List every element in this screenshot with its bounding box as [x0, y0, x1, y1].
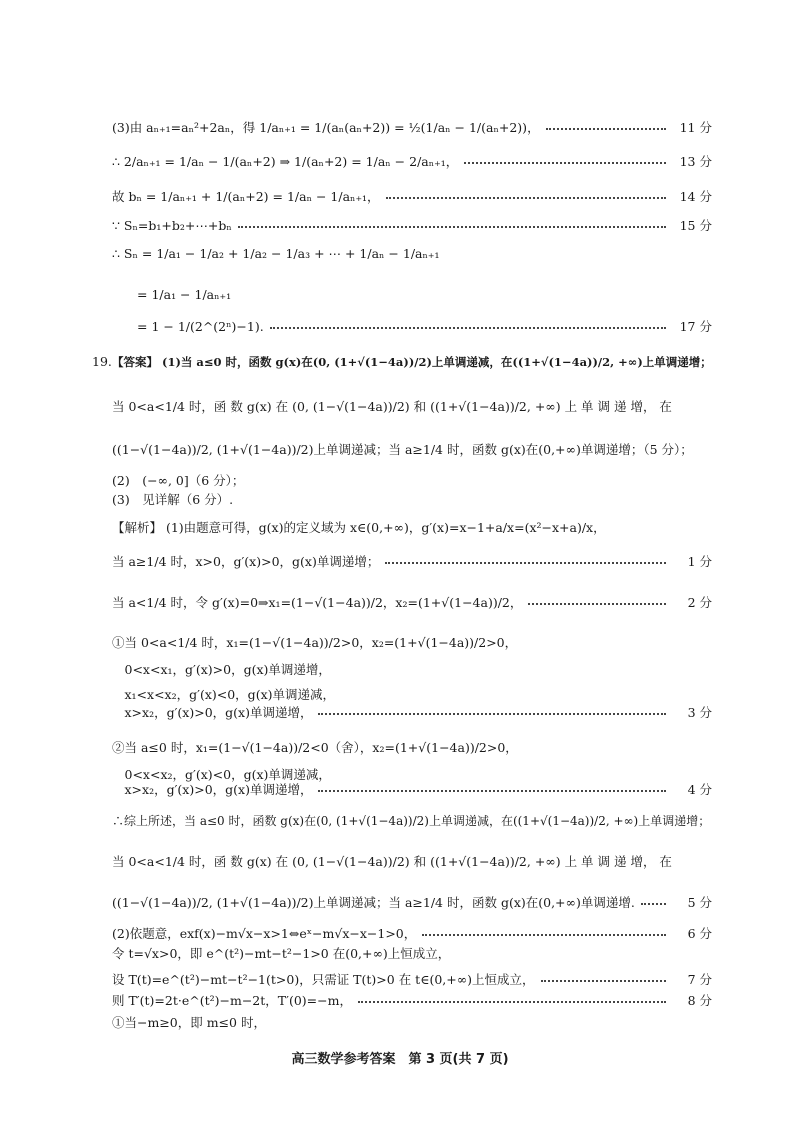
leader-dots	[422, 934, 666, 936]
line-text: ②当 a≤0 时，x₁=(1−√(1−4a))/2<0（舍），x₂=(1+√(1−4a))/2>0，	[112, 740, 518, 755]
line-text: (2) (−∞, 0]（6 分）；	[112, 473, 245, 488]
leader-dots	[318, 790, 666, 792]
answer-line	[112, 246, 712, 261]
answer-line	[112, 703, 712, 721]
line-text: 0<x<x₁，g′(x)>0，g(x)单调递增，	[112, 662, 331, 677]
line-text: 0<x<x₂，g′(x)<0，g(x)单调递减，	[112, 767, 331, 782]
leader-dots	[528, 603, 666, 605]
leader-dots	[270, 327, 666, 329]
answer-line	[112, 397, 712, 415]
answer-line	[112, 490, 712, 508]
answer-line	[112, 118, 712, 136]
answer-line	[112, 440, 712, 458]
line-text: ①当 0<a<1/4 时，x₁=(1−√(1−4a))/2>0，x₂=(1+√(1−4a))/2>0，	[112, 635, 518, 650]
line-text: (3)由 aₙ₊₁=aₙ²+2aₙ，得 1/aₙ₊₁ = 1/(aₙ(aₙ+2)) = ½(1/aₙ − 1/(aₙ+2))，	[112, 120, 540, 135]
answer-line	[112, 991, 712, 1009]
score-label: 11 分	[679, 120, 712, 135]
line-text: = 1/a₁ − 1/aₙ₊₁	[112, 287, 232, 302]
answer-line	[112, 187, 712, 205]
answer-line	[112, 970, 712, 988]
answer-line	[112, 944, 712, 962]
line-text: 则 T′(t)=2t·e^(t²)−m−2t，T′(0)=−m，	[112, 993, 352, 1008]
answer-line	[112, 285, 712, 303]
answer-line	[112, 152, 712, 170]
question-number: 19.	[92, 354, 112, 369]
line-text: ①当−m≥0，即 m≤0 时，	[112, 1015, 266, 1030]
line-text: 当 a≥1/4 时，x>0，g′(x)>0，g(x)单调递增；	[112, 554, 380, 569]
answer-line	[112, 924, 712, 942]
answer-line	[112, 354, 712, 370]
line-text: = 1 − 1/(2^(2ⁿ)−1).	[112, 319, 264, 334]
leader-dots	[385, 562, 666, 564]
answer-line	[112, 593, 712, 611]
line-text: x>x₂，g′(x)>0，g(x)单调递增，	[112, 705, 313, 720]
line-text: (3) 见详解（6 分）.	[112, 492, 234, 507]
answer-line	[112, 518, 712, 536]
answer-line	[112, 780, 712, 798]
line-text: ∴ Sₙ = 1/a₁ − 1/a₂ + 1/a₂ − 1/a₃ + ⋯ + 1/aₙ − 1/aₙ₊₁	[112, 246, 440, 261]
score-label: 2 分	[687, 595, 712, 610]
leader-dots	[318, 713, 666, 715]
answer-line	[112, 471, 712, 489]
leader-dots	[358, 1001, 666, 1003]
line-text: ((1−√(1−4a))/2, (1+√(1−4a))/2)上单调递减；当 a≥1/4 时，函数 g(x)在(0,+∞)单调递增；（5 分）；	[112, 442, 693, 457]
answer-line	[112, 317, 712, 335]
page-footer: 高三数学参考答案 第 3 页(共 7 页)	[291, 1052, 509, 1067]
leader-dots	[546, 128, 666, 130]
score-label: 14 分	[679, 189, 712, 204]
leader-dots	[641, 903, 666, 905]
leader-dots	[464, 162, 666, 164]
score-label: 5 分	[687, 895, 712, 910]
line-text: 【答案】 (1)当 a≤0 时，函数 g(x)在(0, (1+√(1−4a))/2)上单调递减，在((1+√(1−4a))/2, +∞)上单调递增；	[112, 355, 712, 369]
score-label: 13 分	[679, 154, 712, 169]
score-label: 4 分	[687, 782, 712, 797]
score-label: 8 分	[687, 993, 712, 1008]
line-text: 当 a<1/4 时，令 g′(x)=0⇒x₁=(1−√(1−4a))/2，x₂=(1+√(1−4a))/2，	[112, 595, 523, 610]
line-text: 当 0<a<1/4 时，函 数 g(x) 在 (0, (1−√(1−4a))/2) 和 ((1+√(1−4a))/2, +∞) 上 单 调 递 增， 在	[112, 399, 672, 414]
answer-line	[112, 660, 712, 678]
answer-line	[112, 1013, 712, 1031]
answer-line	[112, 738, 712, 756]
line-text: x>x₂，g′(x)>0，g(x)单调递增，	[112, 782, 313, 797]
answer-line	[112, 852, 712, 870]
line-text: 设 T(t)=e^(t²)−mt−t²−1(t>0)，只需证 T(t)>0 在 t∈(0,+∞)上恒成立，	[112, 972, 535, 987]
line-text: 令 t=√x>0，即 e^(t²)−mt−t²−1>0 在(0,+∞)上恒成立，	[112, 946, 451, 961]
leader-dots	[238, 226, 666, 228]
line-text: ∵ Sₙ=b₁+b₂+⋯+bₙ	[112, 217, 232, 233]
answer-line	[112, 633, 712, 651]
score-label: 1 分	[687, 554, 712, 569]
line-text: 【解析】 (1)由题意可得，g(x)的定义域为 x∈(0,+∞)，g′(x)=x−1+a/x=(x²−x+a)/x，	[112, 520, 606, 535]
score-label: 17 分	[679, 319, 712, 334]
answer-line	[112, 685, 712, 703]
line-text: ∴ 2/aₙ₊₁ = 1/aₙ − 1/(aₙ+2) ⇒ 1/(aₙ+2) = 1/aₙ − 2/aₙ₊₁，	[112, 154, 459, 169]
answer-line	[112, 216, 712, 234]
line-text: x₁<x<x₂，g′(x)<0，g(x)单调递减，	[112, 687, 335, 702]
score-label: 6 分	[687, 926, 712, 941]
line-text: ((1−√(1−4a))/2, (1+√(1−4a))/2)上单调递减；当 a≥1/4 时，函数 g(x)在(0,+∞)单调递增.	[112, 895, 635, 910]
answer-line	[112, 812, 712, 829]
score-label: 15 分	[679, 218, 712, 233]
answer-line	[112, 552, 712, 570]
line-text: ∴综上所述，当 a≤0 时，函数 g(x)在(0, (1+√(1−4a))/2)上单调递减，在((1+√(1−4a))/2, +∞)上单调递增；	[112, 814, 711, 828]
line-text: (2)依题意，exf(x)−m√x−x>1⇔eˣ−m√x−x−1>0，	[112, 926, 417, 941]
line-text: 当 0<a<1/4 时，函 数 g(x) 在 (0, (1−√(1−4a))/2) 和 ((1+√(1−4a))/2, +∞) 上 单 调 递 增， 在	[112, 854, 672, 869]
line-text: 故 bₙ = 1/aₙ₊₁ + 1/(aₙ+2) = 1/aₙ − 1/aₙ₊₁，	[112, 189, 380, 204]
leader-dots	[386, 197, 666, 199]
leader-dots	[541, 980, 666, 982]
score-label: 3 分	[687, 705, 712, 720]
answer-line	[112, 893, 712, 911]
score-label: 7 分	[687, 972, 712, 987]
